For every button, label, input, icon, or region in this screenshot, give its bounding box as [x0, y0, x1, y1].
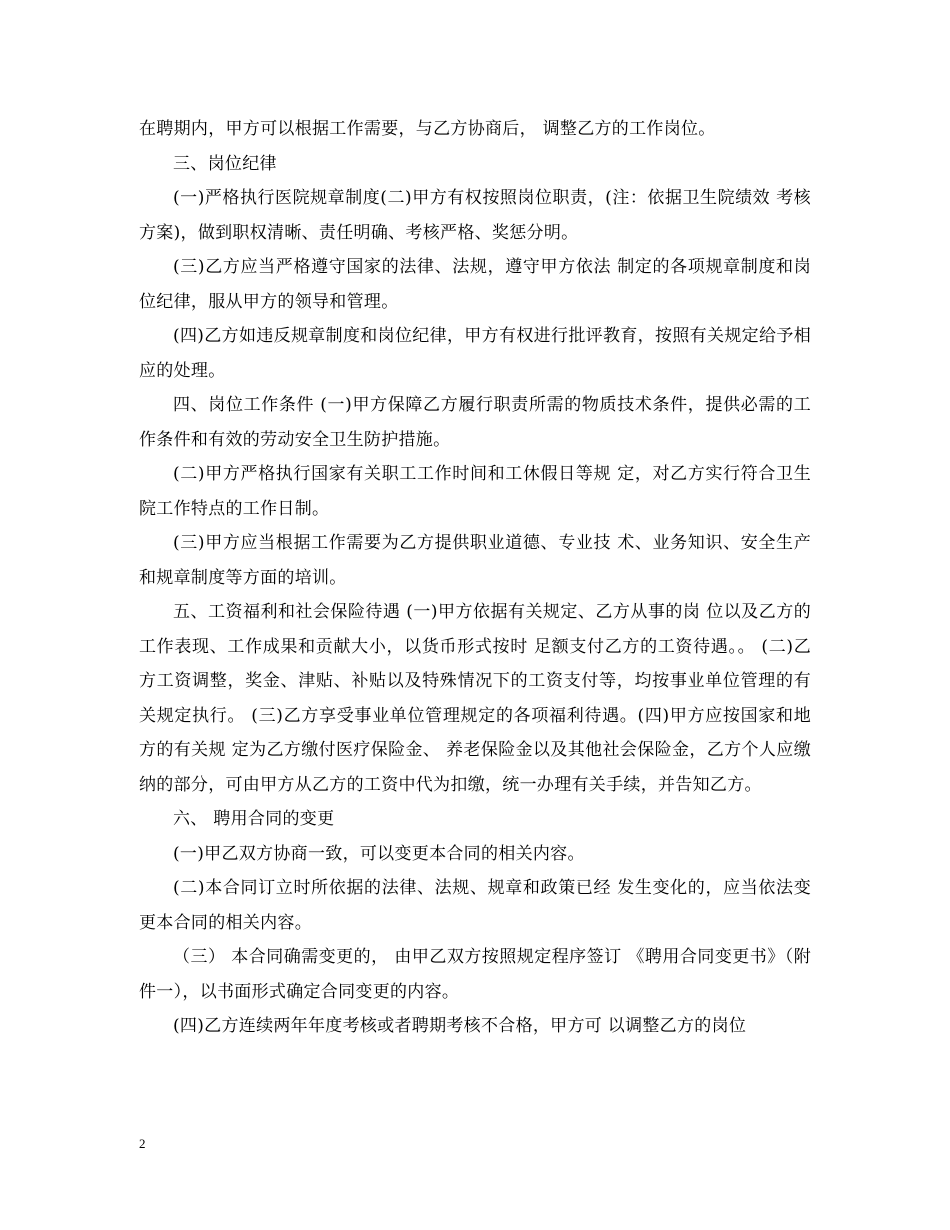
paragraph: (一)严格执行医院规章制度(二)甲方有权按照岗位职责，(注：依据卫生院绩效 考核方案)，做到职权清晰、责任明确、考核严格、奖惩分明。: [139, 188, 811, 243]
section-heading: 三、岗位纪律: [173, 153, 277, 174]
paragraph: （三） 本合同确需变更的， 由甲乙双方按照规定程序签订 《聘用合同变更书》（附件一），以书面形式确定合同变更的内容。: [139, 947, 811, 1002]
paragraph: (三)甲方应当根据工作需要为乙方提供职业道德、专业技 术、业务知识、安全生产和规章制度等方面的培训。: [139, 533, 811, 588]
paragraph: (三)乙方应当严格遵守国家的法律、法规，遵守甲方依法 制定的各项规章制度和岗位纪律，服从甲方的领导和管理。: [139, 257, 811, 312]
paragraph: (二)本合同订立时所依据的法律、法规、规章和政策已经 发生变化的，应当依法变更本合同的相关内容。: [139, 878, 811, 933]
paragraph: (二)甲方严格执行国家有关职工工作时间和工休假日等规 定，对乙方实行符合卫生院工作特点的工作日制。: [139, 464, 811, 519]
paragraph: 在聘期内，甲方可以根据工作需要，与乙方协商后， 调整乙方的工作岗位。: [139, 119, 716, 139]
paragraph: (一)甲乙双方协商一致，可以变更本合同的相关内容。: [173, 843, 585, 864]
page-number: 2: [139, 1136, 146, 1151]
paragraph: (四)乙方如违反规章制度和岗位纪律，甲方有权进行批评教育，按照有关规定给予相应的处理。: [139, 326, 811, 381]
document-body: [139, 112, 811, 1044]
paragraph: 五、工资福利和社会保险待遇 (一)甲方依据有关规定、乙方从事的岗 位以及乙方的工作表现、工作成果和贡献大小，以货币形式按时 足额支付乙方的工资待遇。。 (二)乙方工资调整，奖金、津贴、补贴以及特殊情况下的工资支付等，均按事业单位管理的有关规定执行。 (三)乙方享受事业单位管理规定的各项福利待遇。(四)甲方应按国家和地方的有关规 定为乙方缴付医疗保险金、 养老保险金以及其他社会保险金，乙方个人应缴纳的部分，可由甲方从乙方的工资中代为扣缴，统一办理有关手续，并告知乙方。: [139, 602, 811, 795]
section-heading: 六、 聘用合同的变更: [173, 809, 335, 829]
paragraph: (四)乙方连续两年年度考核或者聘期考核不合格，甲方可 以调整乙方的岗位: [173, 1016, 747, 1036]
paragraph: 四、岗位工作条件 (一)甲方保障乙方履行职责所需的物质技术条件，提供必需的工作条件和有效的劳动安全卫生防护措施。: [139, 395, 811, 450]
